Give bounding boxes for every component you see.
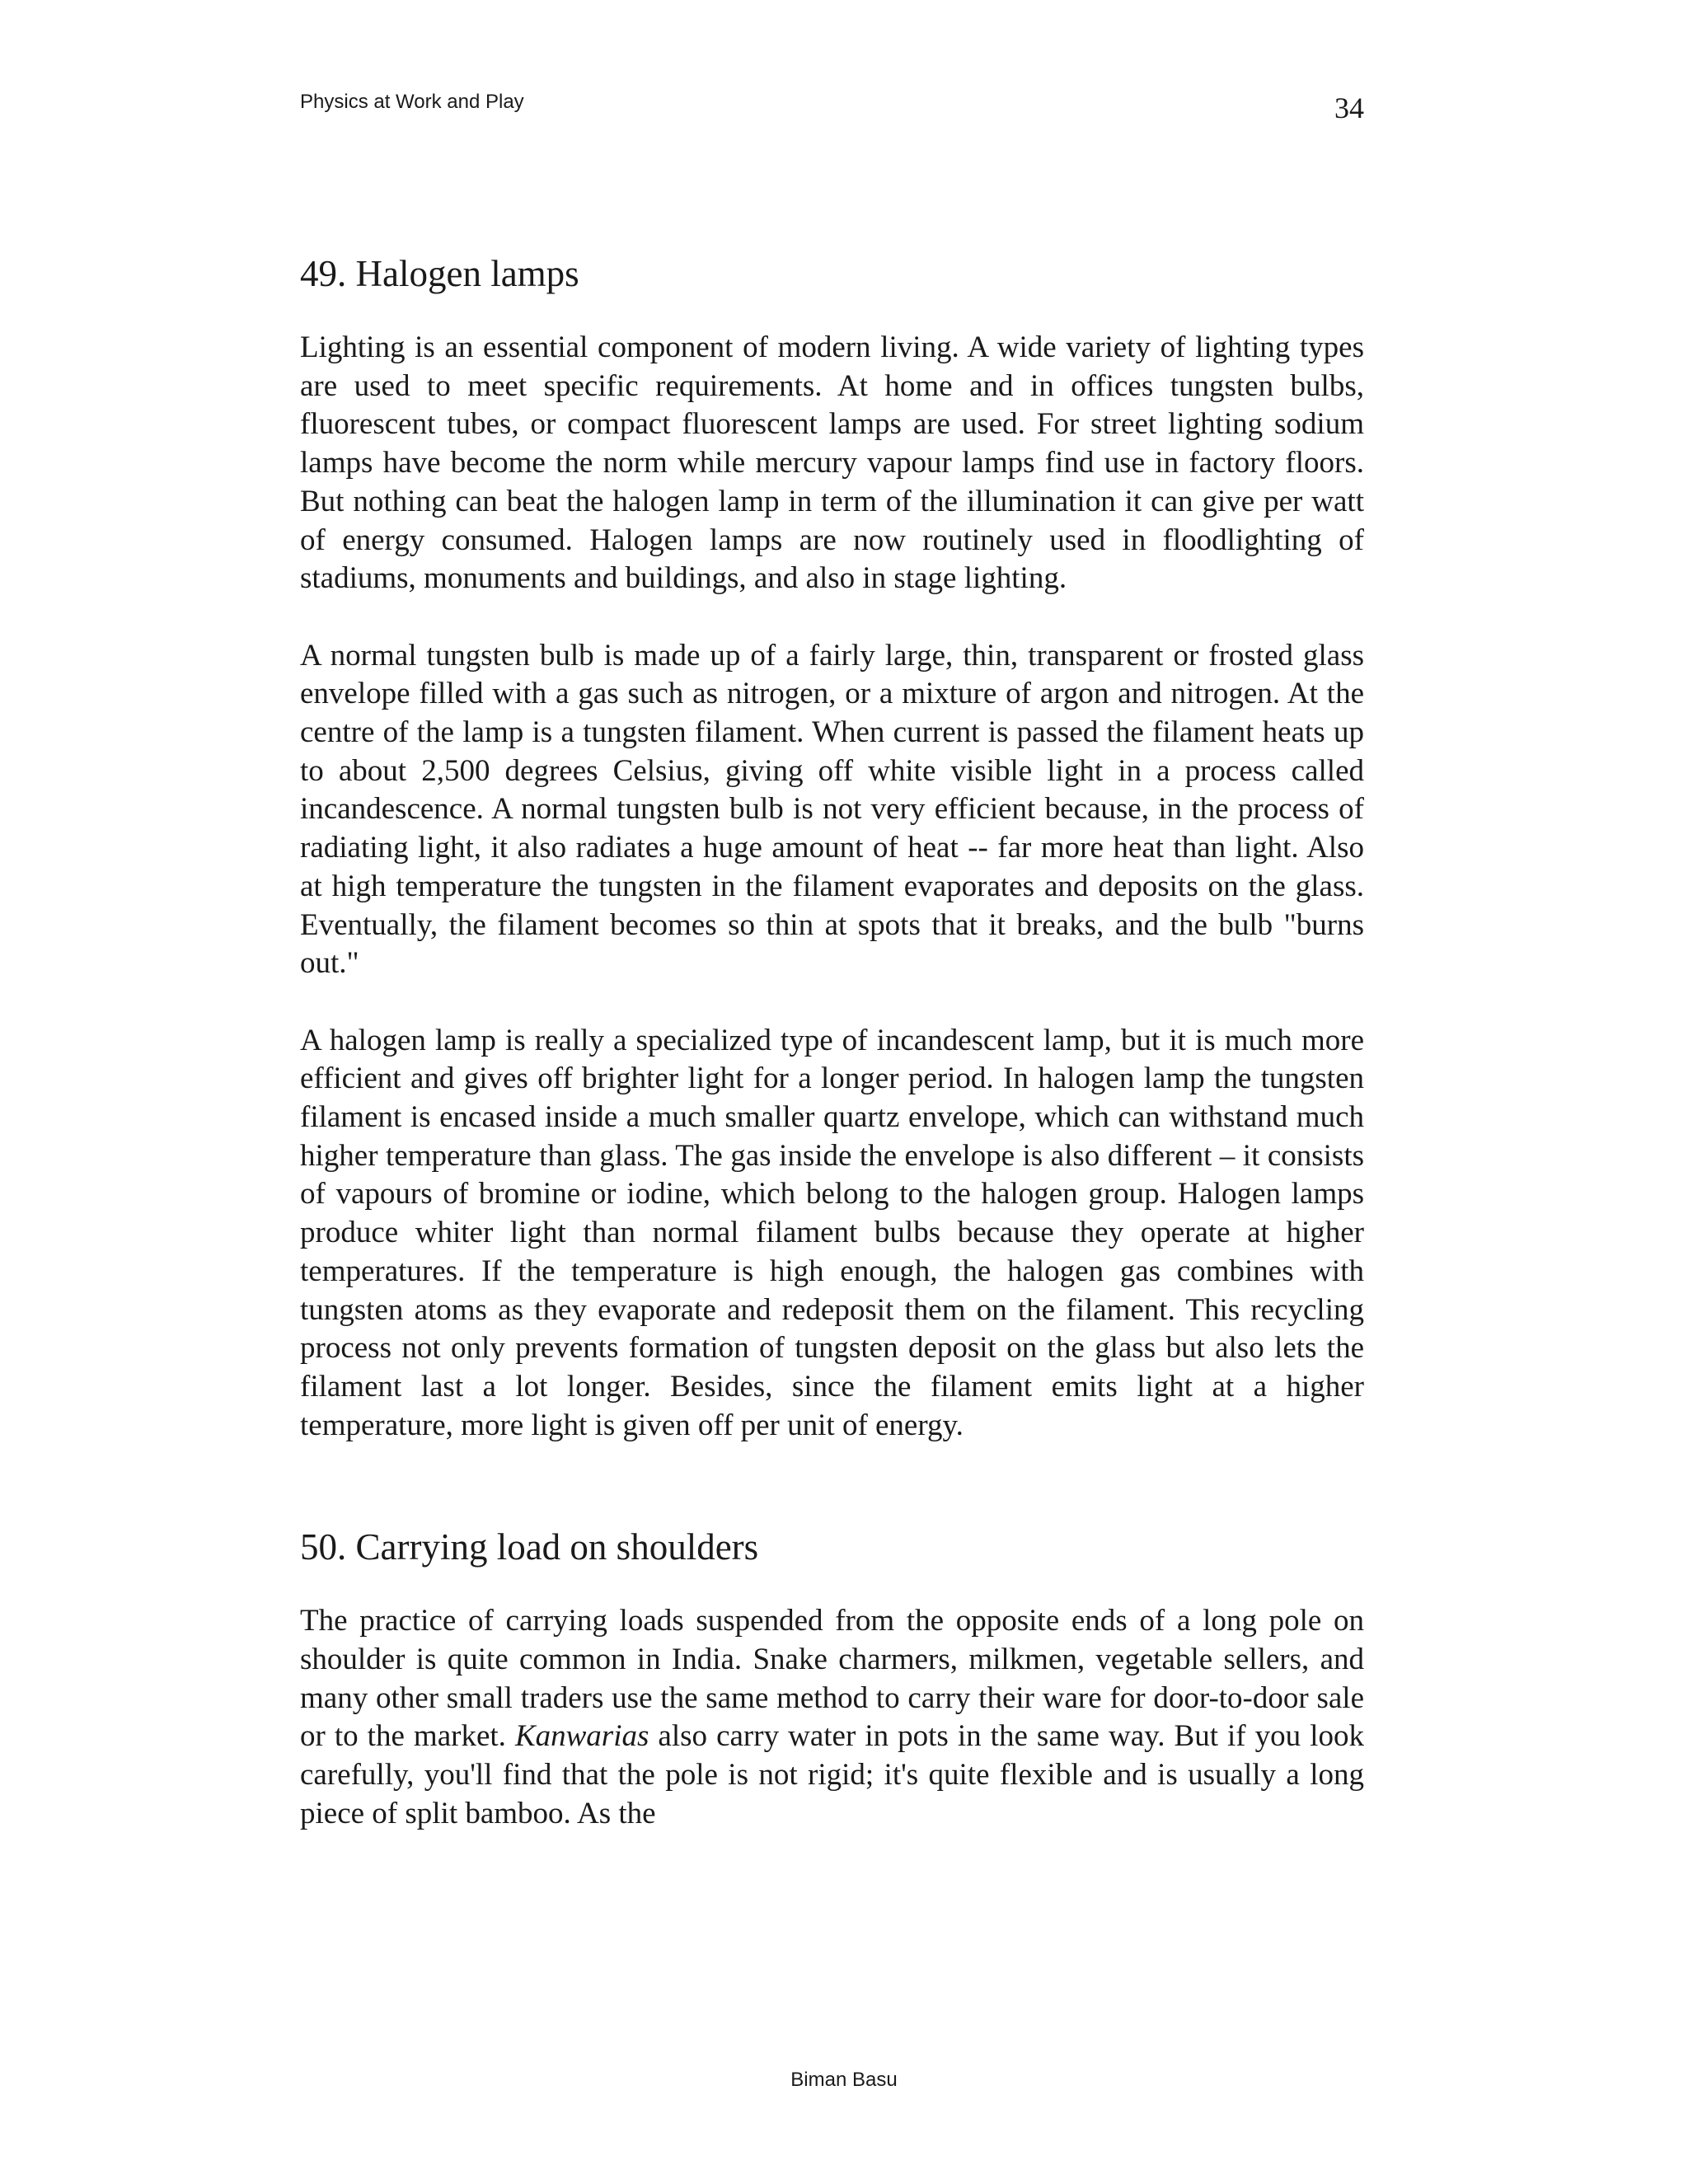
section-halogen-lamps bbox=[300, 251, 1364, 1445]
section-heading: 50. Carrying load on shoulders bbox=[300, 1526, 759, 1568]
running-footer: Biman Basu bbox=[790, 2069, 898, 2091]
paragraph: Lighting is an essential component of modern living. A wide variety of lighting types are used to meet specific requirements. At home and in offices tungsten bulbs, fluorescent tubes, or compact fluorescent lamps are used. For street lighting sodium lamps have become the norm while mercury vapour lamps find use in factory floors. But nothing can beat the halogen lamp in term of the illumination it can give per watt of energy consumed. Halogen lamps are now routinely used in floodlighting of stadiums, monuments and buildings, and also in stage lighting. bbox=[300, 330, 1364, 596]
running-header: Physics at Work and Play bbox=[300, 91, 524, 113]
paragraph-text: also carry water in pots in the same way. But if you look carefully, you'll find that the pole is not rigid; it's quite flexible and is usually a long piece of split bamboo. As the bbox=[300, 1719, 1364, 1830]
paragraph: A halogen lamp is really a specialized type of incandescent lamp, but it is much more efficient and gives off brighter light for a longer period. In halogen lamp the tungsten filament is encased inside a much smaller quartz envelope, which can withstand much higher temperature than glass. The gas inside the envelope is also different – it consists of vapours of bromine or iodine, which belong to the halogen group. Halogen lamps produce whiter light than normal filament bulbs because they operate at higher temperatures. If the temperature is high enough, the halogen gas combines with tungsten atoms as they evaporate and redeposit them on the filament. This recycling process not only prevents formation of tungsten deposit on the glass but also lets the filament last a lot longer. Besides, since the filament emits light at a higher temperature, more light is given off per unit of energy. bbox=[300, 1023, 1364, 1442]
paragraph-text: The practice of carrying loads suspended from the opposite ends of a long pole on shoulder is quite common in India. Snake charmers, milkmen, vegetable sellers, and many other small traders use the same method to carry their ware for door-to-door sale or to the market. bbox=[300, 1604, 1364, 1754]
italic-term: Kanwarias bbox=[514, 1719, 649, 1754]
paragraph bbox=[300, 1602, 1364, 1833]
paragraph: A normal tungsten bulb is made up of a fairly large, thin, transparent or frosted glass envelope filled with a gas such as nitrogen, or a mixture of argon and nitrogen. At the centre of the lamp is a tungsten filament. When current is passed the filament heats up to about 2,500 degrees Celsius, giving off white visible light in a process called incandescence. A normal tungsten bulb is not very efficient because, in the process of radiating light, it also radiates a huge amount of heat -- far more heat than light. Also at high temperature the tungsten in the filament evaporates and deposits on the glass. Eventually, the filament becomes so thin at spots that it breaks, and the bulb "burns out." bbox=[300, 638, 1364, 981]
section-carrying-load bbox=[300, 1525, 1364, 1833]
page-number: 34 bbox=[1334, 91, 1364, 124]
page-body bbox=[300, 251, 1364, 1834]
section-heading: 49. Halogen lamps bbox=[300, 253, 579, 294]
